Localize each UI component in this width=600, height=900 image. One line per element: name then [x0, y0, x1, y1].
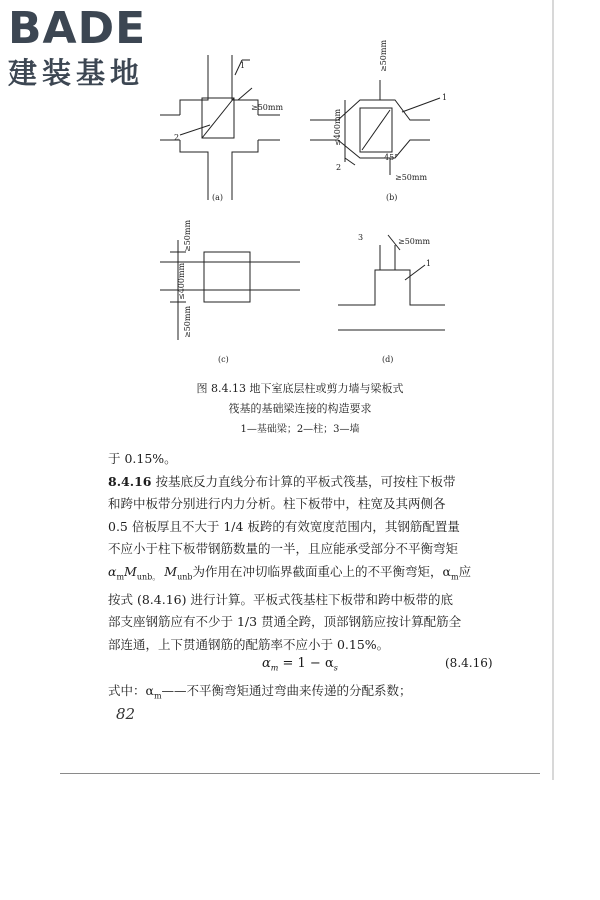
diagram-b	[310, 80, 440, 175]
diagram-a	[160, 55, 280, 200]
clause-line-6: 按式 (8.4.16) 进行计算。平板式筏基柱下板带和跨中板带的底	[108, 591, 453, 607]
label-c-ge50-bot: ≥50mm	[183, 305, 192, 338]
equation-number: (8.4.16)	[445, 656, 493, 670]
clause-line-3: 0.5 倍板厚且不大于 1/4 板跨的有效宽度范围内，其钢筋配置量	[108, 518, 460, 534]
page-number: 82	[116, 705, 136, 723]
clause-line-4: 不应小于柱下板带钢筋数量的一半，且应能承受部分不平衡弯矩	[108, 541, 459, 556]
label-d-1: 1	[426, 259, 432, 268]
clause-line-1	[108, 471, 538, 494]
figure-caption-line1: 图 8.4.13 地下室底层柱或剪力墙与梁板式	[196, 382, 404, 395]
label-c-le400: ≤400mm	[177, 262, 186, 300]
label-d: (d)	[382, 355, 394, 364]
label-c: (c)	[218, 355, 229, 364]
clause-line-5: $\alpha_mM_{unb。}$ $M_{unb}$为作用在冲切临界截面重心上的不平衡弯矩，$\alpha_m$应	[108, 563, 472, 581]
figure-8-4-13	[140, 40, 490, 370]
equation: $\alpha_m = 1 - \alpha_s$	[262, 656, 338, 673]
page-bottom-rule	[60, 773, 540, 774]
label-d-3: 3	[358, 233, 364, 242]
label-a-1: 1	[240, 61, 246, 70]
label-a: (a)	[212, 193, 224, 202]
label-b-ge50: ≥50mm	[395, 173, 428, 182]
logo-word: BADE	[8, 3, 147, 54]
label-b-2: 2	[336, 163, 342, 172]
logo-chinese: 建装基地	[8, 56, 145, 90]
label-b-le400: ≤400mm	[333, 108, 342, 146]
label-a-ge50: ≥50mm	[251, 103, 284, 112]
label-a-2: 2	[174, 133, 180, 142]
figure-caption-line2: 筏基的基础梁连接的构造要求	[228, 402, 372, 415]
where-clause: 式中：$\alpha_m——$不平衡弯矩通过弯曲来传递的分配系数；	[108, 683, 412, 701]
paragraph-continuation: 于 0.15%。	[108, 451, 177, 466]
clause-line-8: 部连通，上下贯通钢筋的配筋率不应小于 0.15%。	[108, 636, 390, 652]
label-d-ge50: ≥50mm	[398, 237, 431, 246]
clause-line-2: 和跨中板带分别进行内力分析。柱下板带中，柱宽及其两侧各	[108, 496, 446, 511]
label-b-vert-ge50: ≥50mm	[379, 40, 388, 72]
clause-line-7: 部支座钢筋应有不少于 1/3 贯通全跨，顶部钢筋应按计算配筋全	[108, 614, 462, 629]
scan-edge-shadow	[552, 0, 554, 780]
label-b: (b)	[386, 193, 398, 202]
label-c-ge50-top: ≥50mm	[183, 219, 192, 252]
label-b-45: 45°	[384, 153, 399, 162]
label-b-1: 1	[442, 93, 448, 102]
construction-diagrams	[140, 40, 490, 370]
body-text	[108, 448, 538, 656]
figure-legend: 1—基础梁；2—柱；3—墙	[240, 424, 360, 435]
diagram-d	[338, 235, 445, 330]
clause-number: 8.4.16	[108, 473, 152, 489]
clause-text-1: 按基底反力直线分布计算的平板式筏基，可按柱下板带	[155, 473, 456, 489]
